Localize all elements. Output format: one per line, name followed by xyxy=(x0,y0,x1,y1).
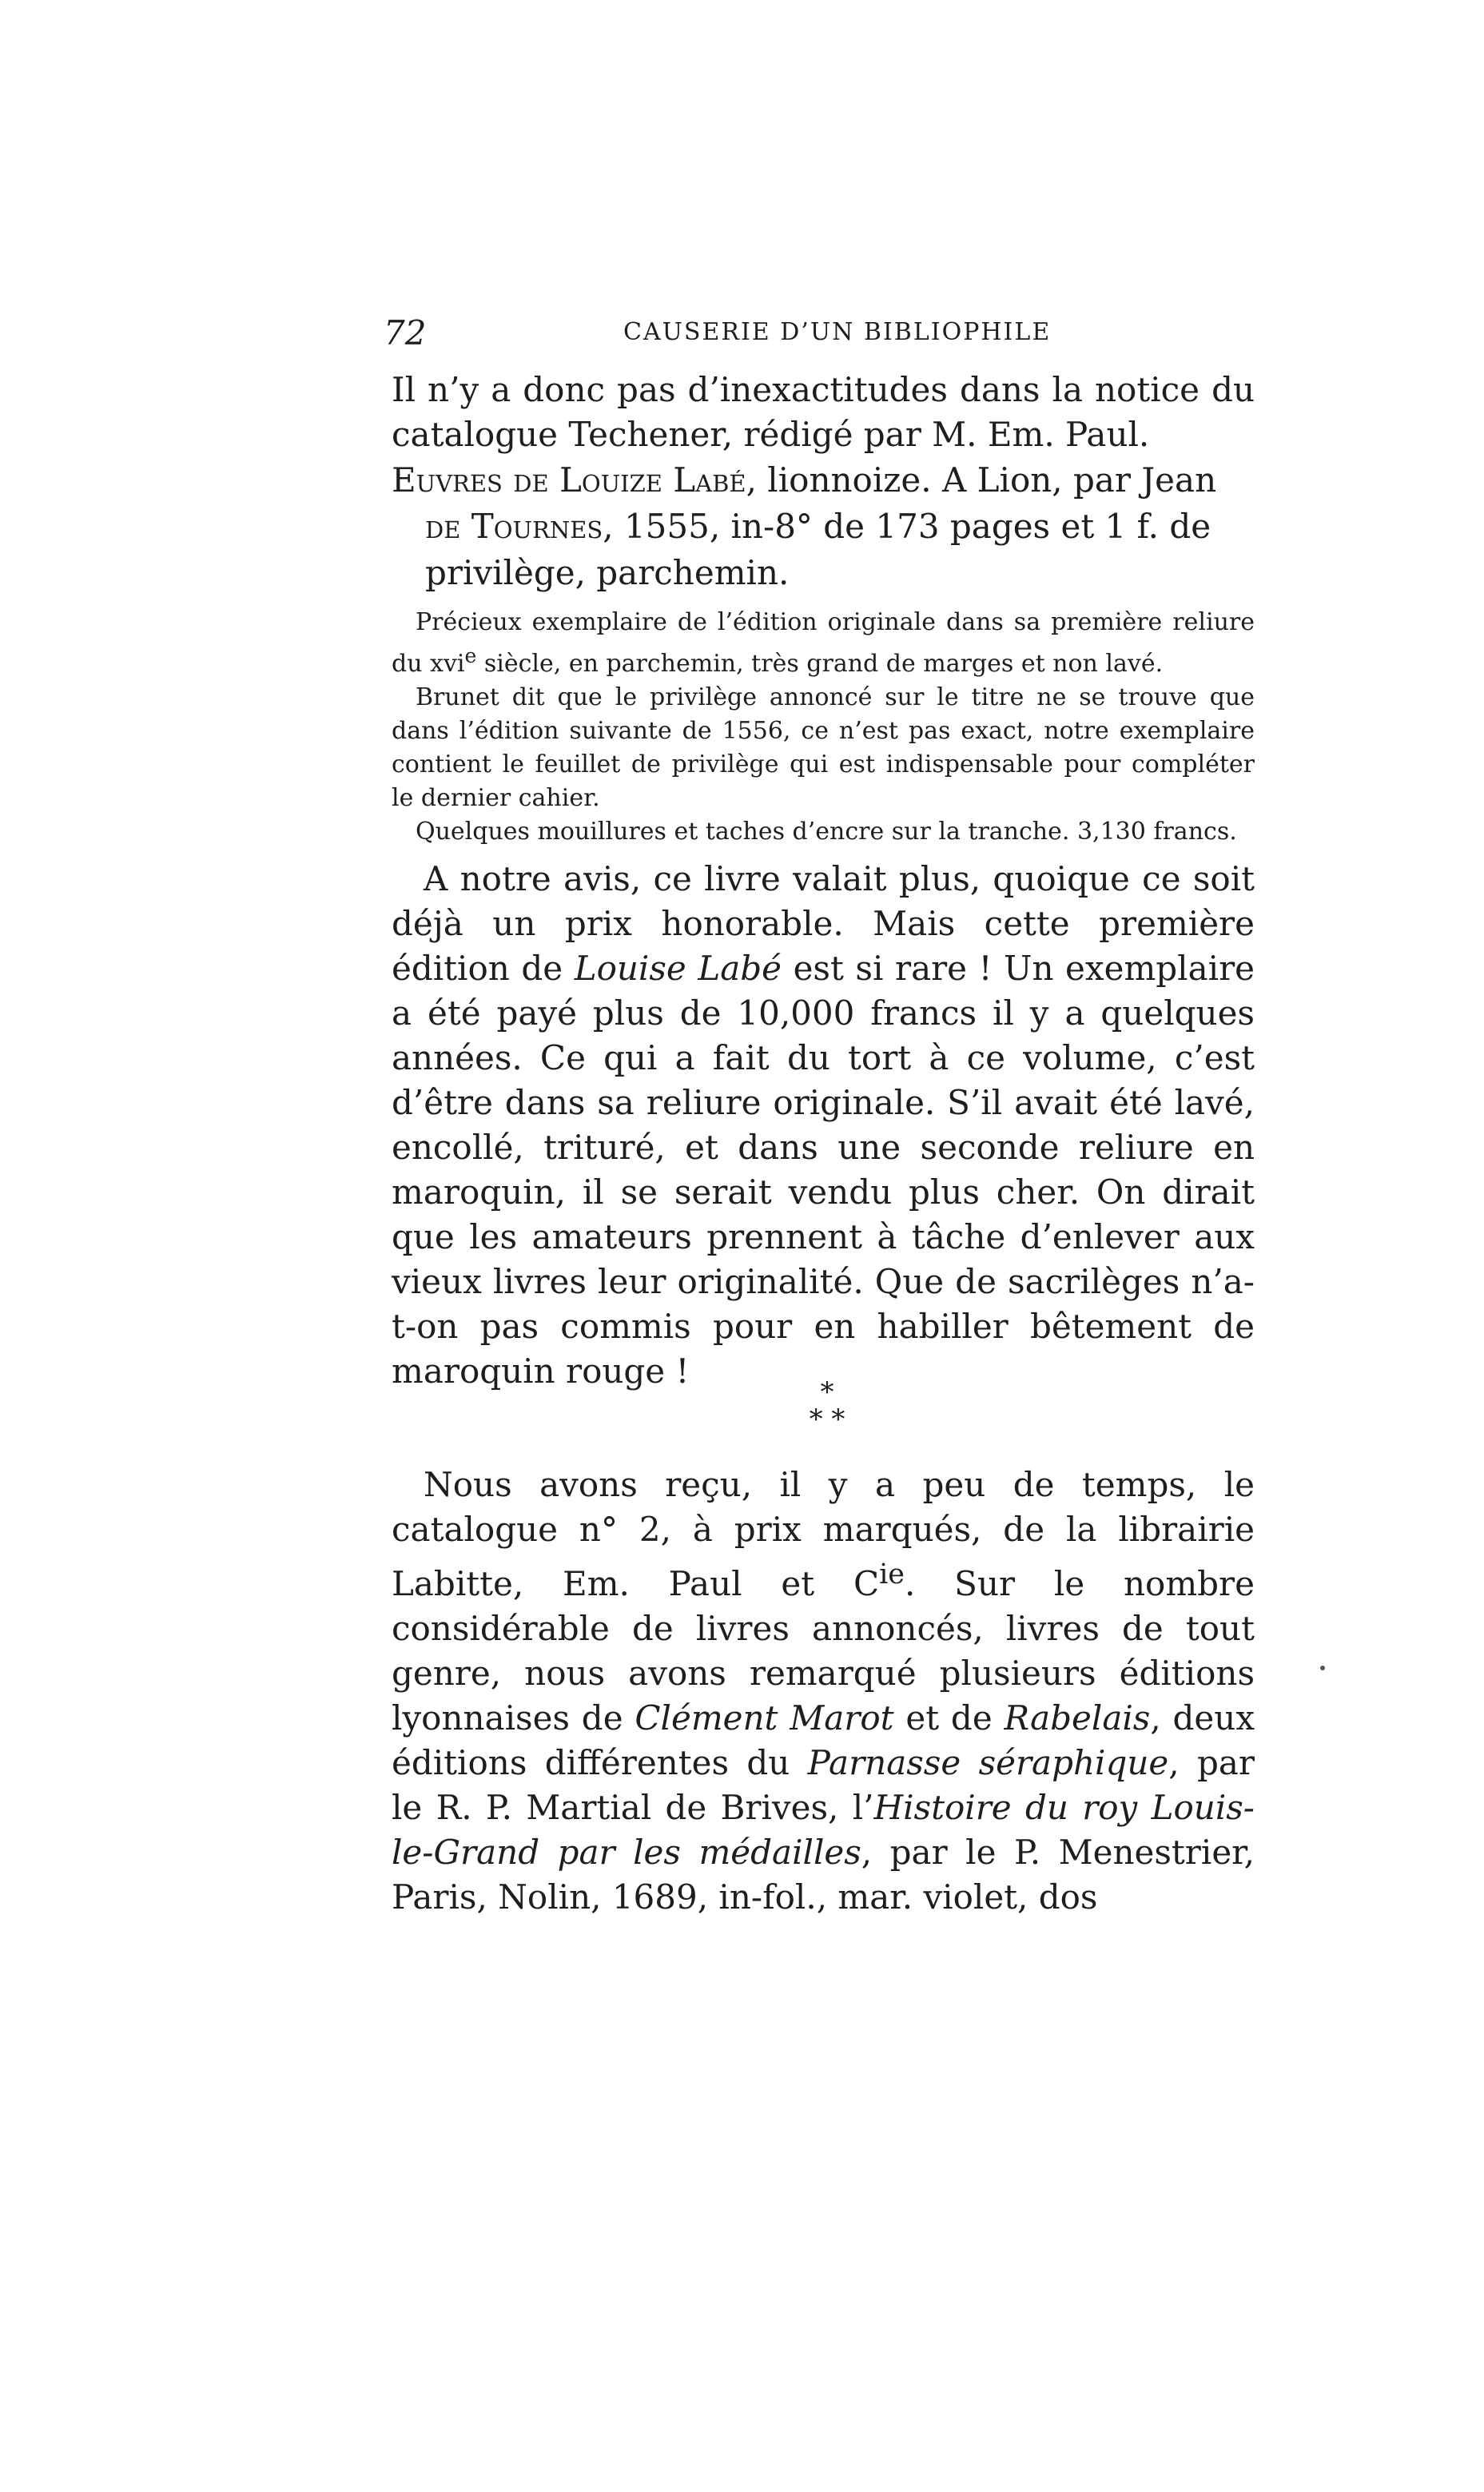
paragraph-3-italic-3: Parnasse séraphique xyxy=(807,1743,1169,1782)
paragraph-3-italic-1: Clément Marot xyxy=(635,1698,894,1738)
entry-details: , 1555, in-8° de 173 pages et 1 f. de privilège, parchemin. xyxy=(425,507,1211,592)
running-title: CAUSERIE D’UN BIBLIOPHILE xyxy=(623,318,1052,346)
paragraph-3-part1: Nous avons reçu, il y a peu de temps, le catalogue n° 2, à prix marqués, de la librairie Labitte, Em. Paul et C xyxy=(392,1465,1255,1603)
paragraph-3-italic-4: Histoire du roy Louis-le-Grand par les médailles xyxy=(392,1788,1255,1872)
paragraph-3-part3: et de xyxy=(893,1698,1005,1738)
entry-title-rest: , lionnoize. A Lion, par Jean xyxy=(746,460,1217,500)
paragraph-3-part4: , deux éditions différentes du xyxy=(392,1698,1255,1782)
note-1-suffix: siècle, en parchemin, très grand de marges et non lavé. xyxy=(476,650,1164,678)
section-separator xyxy=(775,1376,879,1443)
paragraph-3-part5: , par le R. P. Martial de Brives, l’ xyxy=(392,1743,1255,1827)
paragraph-3-part6: , par le P. Menestrier, Paris, Nolin, 1689, in-fol., mar. violet, dos xyxy=(392,1833,1255,1917)
entry-title: Euvres de Louize Labé xyxy=(392,460,746,500)
paragraph-3-part2: . Sur le nombre considérable de livres annoncés, livres de tout genre, nous avons remarqué plusieurs éditions lyonnaises de xyxy=(392,1564,1255,1738)
catalogue-entry xyxy=(392,457,1255,596)
note-1-sup: e xyxy=(464,644,477,667)
paragraph-3-sup: ie xyxy=(879,1558,905,1590)
page-header xyxy=(384,313,1255,353)
note-1 xyxy=(392,606,1255,681)
ink-speck xyxy=(1320,1666,1325,1670)
paragraph-3 xyxy=(392,1463,1255,1920)
entry-printer: de Tournes xyxy=(425,507,603,546)
paragraph-2 xyxy=(392,857,1255,1394)
page-number: 72 xyxy=(384,313,427,352)
main-text-lower xyxy=(392,1463,1255,1920)
paragraph-2-part1: A notre avis, ce livre valait plus, quoique ce soit déjà un prix honorable. Mais cette première édition de xyxy=(392,859,1255,988)
note-3: Quelques mouillures et taches d’encre sur la tranche. 3,130 francs. xyxy=(416,818,1237,846)
note-1-text: Précieux exemplaire de l’édition originale dans sa première reliure du xvi xyxy=(392,608,1255,678)
main-text-upper xyxy=(392,368,1255,1394)
paragraph-3-italic-2: Rabelais xyxy=(1004,1698,1151,1738)
note-2: Brunet dit que le privilège annoncé sur le titre ne se trouve que dans l’édition suivante de 1556, ce n’est pas exact, notre exemplaire contient le feuillet de privilège qui est indispensable pour compléter le dernier cahier. xyxy=(392,683,1255,812)
separator-bottom: * * xyxy=(809,1403,845,1435)
separator-top: * xyxy=(820,1376,834,1408)
paragraph-1: Il n’y a donc pas d’inexactitudes dans la notice du catalogue Techener, rédigé par M. Em. Paul. xyxy=(392,370,1255,454)
paragraph-2-part2: est si rare ! Un exemplaire a été payé plus de 10,000 francs il y a quelques années. Ce qui a fait du tort à ce volume, c’est d’être dans sa reliure originale. S’il avait été lavé, encollé, trituré, et dans une seconde reliure en maroquin, il se serait vendu plus cher. On dirait que les amateurs prennent à tâche d’enlever aux vieux livres leur originalité. Que de sacrilèges n’a-t-on pas commis pour en habiller bêtement de maroquin rouge ! xyxy=(392,949,1255,1391)
paragraph-2-italic: Louise Labé xyxy=(574,949,782,988)
